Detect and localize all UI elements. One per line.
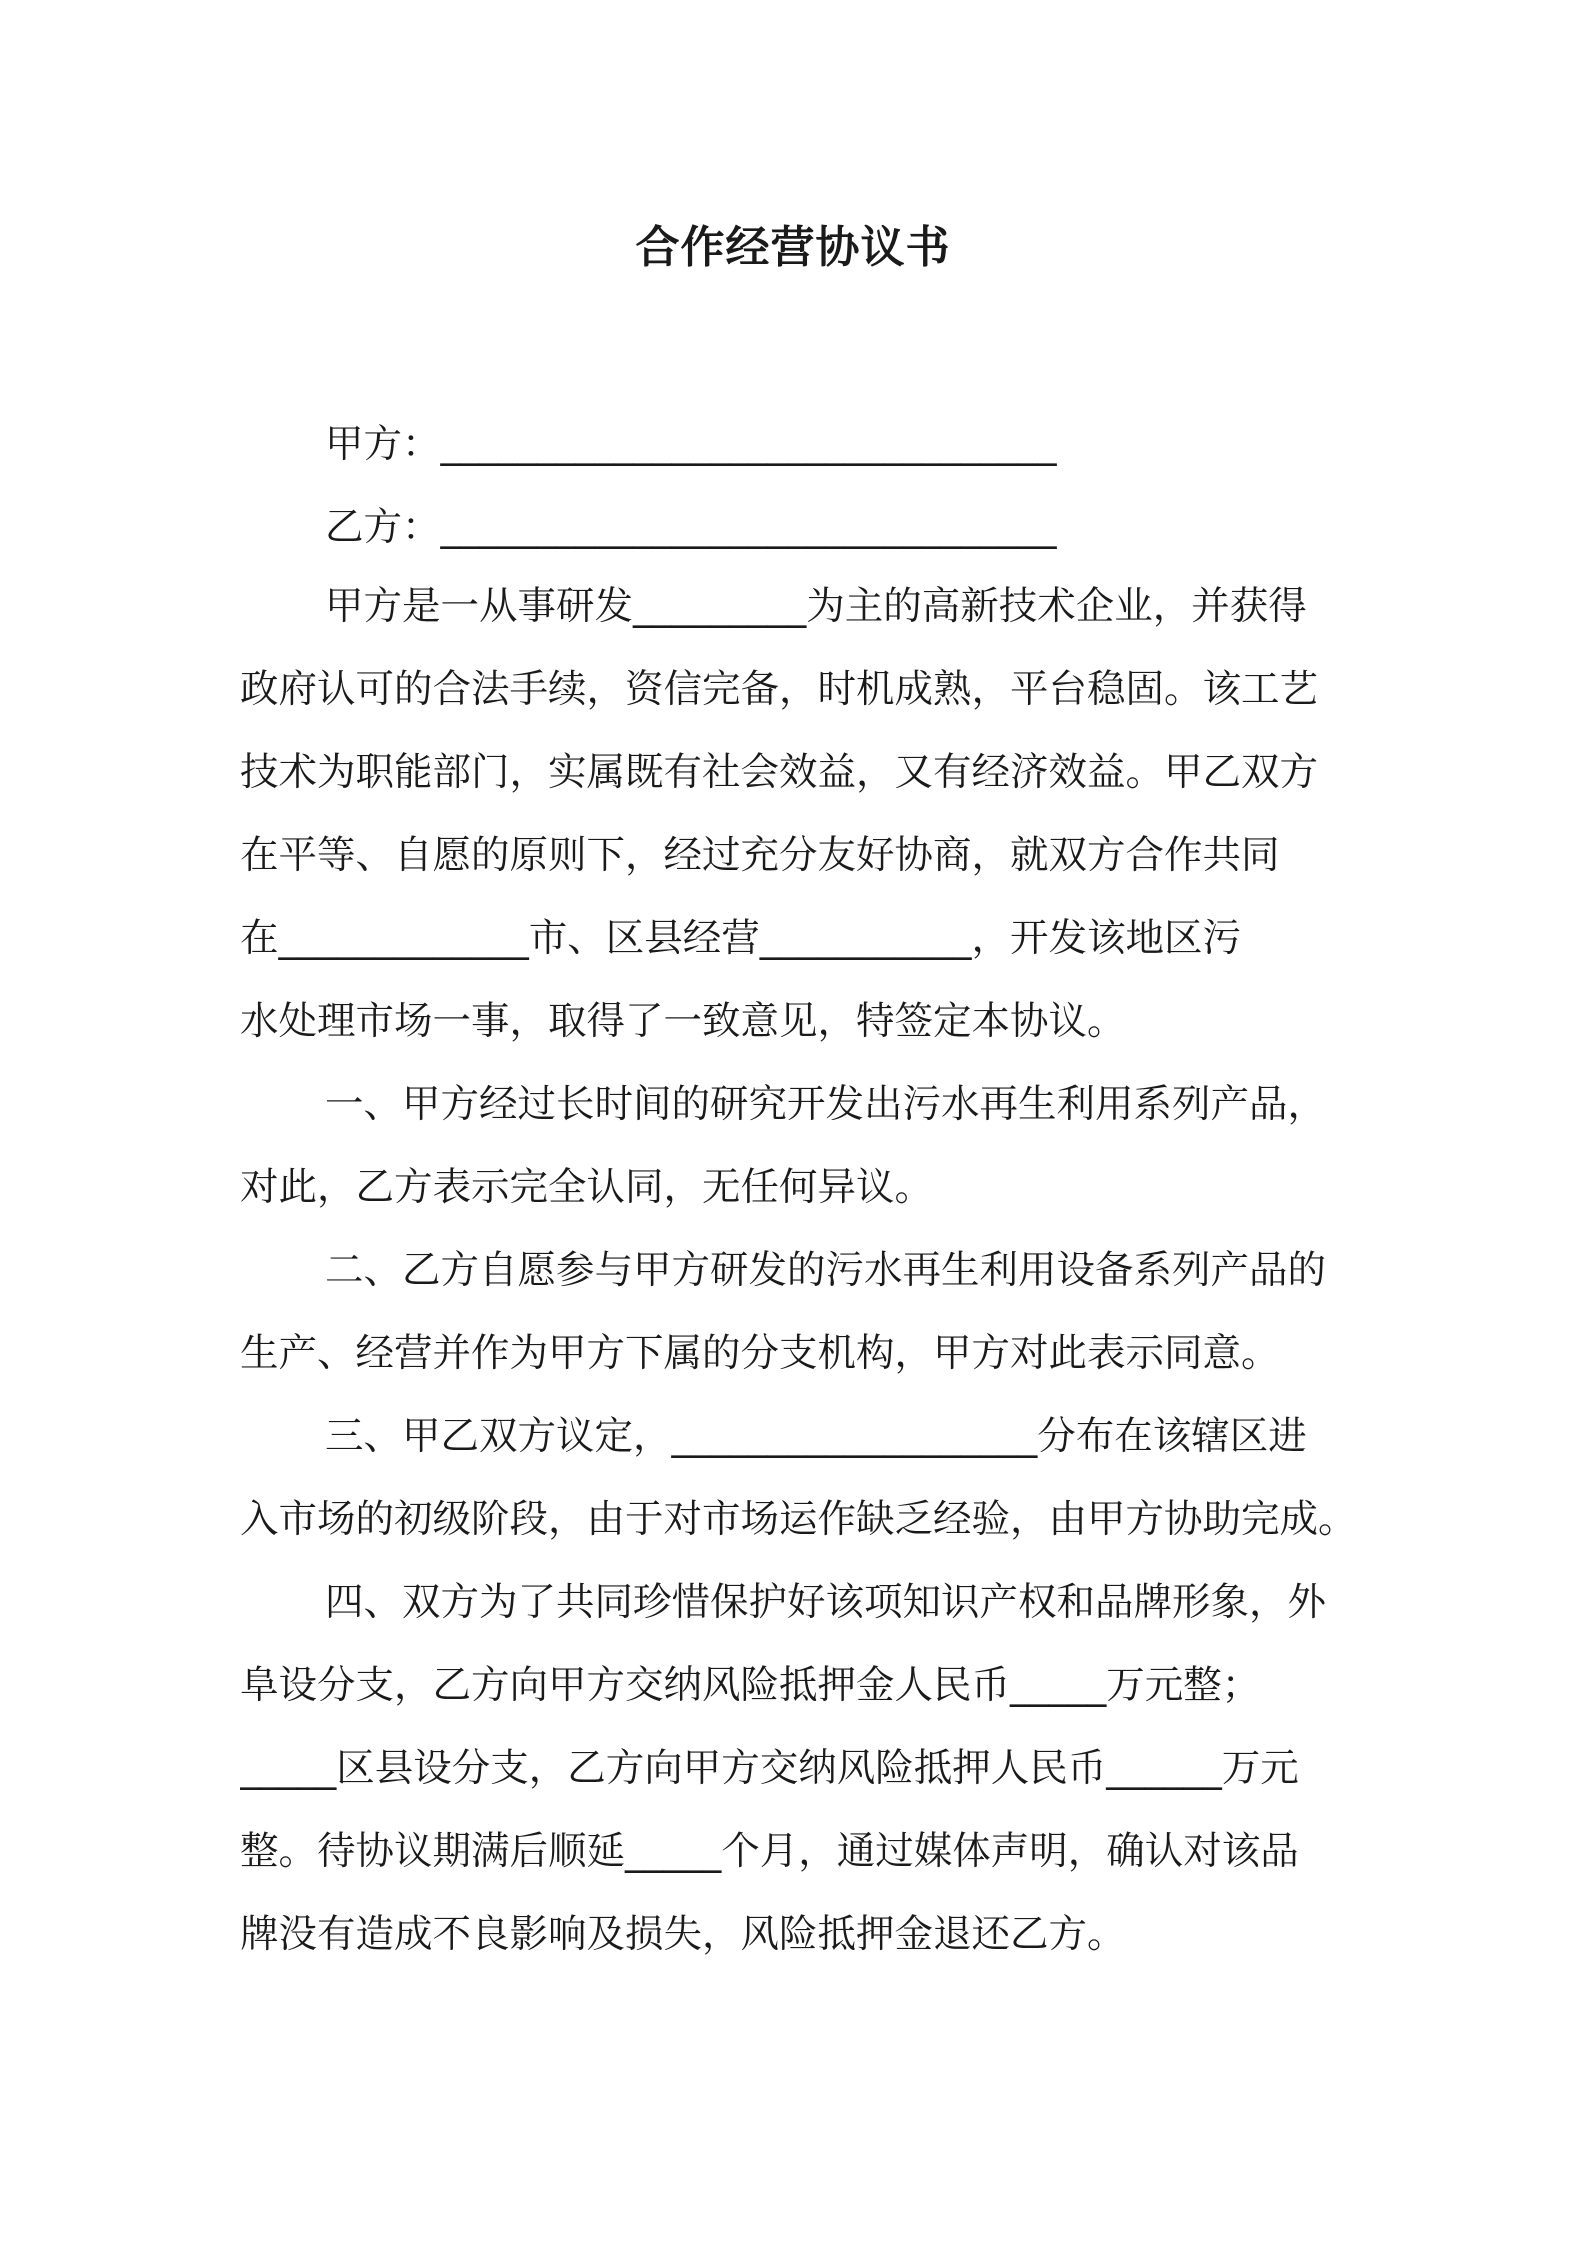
preamble-line-6: 水处理市场一事，取得了一致意见，特签定本协议。	[240, 999, 1126, 1044]
clause-3-line-1: 三、甲乙双方议定，___________________分布在该辖区进	[325, 1414, 1307, 1459]
party-b-line: 乙方：________________________________	[325, 505, 1057, 550]
clause-1-line-2: 对此，乙方表示完全认同，无任何异议。	[240, 1165, 934, 1210]
document-title: 合作经营协议书	[635, 222, 951, 273]
preamble-line-2: 政府认可的合法手续，资信完备，时机成熟，平台稳固。该工艺	[240, 667, 1319, 712]
clause-3-line-2: 入市场的初级阶段，由于对市场运作缺乏经验，由甲方协助完成。	[240, 1497, 1357, 1542]
clause-4-line-1: 四、双方为了共同珍惜保护好该项知识产权和品牌形象，外	[325, 1580, 1327, 1625]
clause-2-line-2: 生产、经营并作为甲方下属的分支机构，甲方对此表示同意。	[240, 1331, 1280, 1376]
clause-4-line-2: 阜设分支，乙方向甲方交纳风险抵押金人民币_____万元整；	[240, 1663, 1261, 1708]
preamble-line-4: 在平等、自愿的原则下，经过充分友好协商，就双方合作共同	[240, 833, 1280, 878]
preamble-line-3: 技术为职能部门，实属既有社会效益，又有经济效益。甲乙双方	[240, 750, 1319, 795]
clause-4-line-3: _____区县设分支，乙方向甲方交纳风险抵押人民币______万元	[240, 1746, 1299, 1791]
clause-1-line-1: 一、甲方经过长时间的研究开发出污水再生利用系列产品，	[325, 1082, 1327, 1127]
clause-2-line-1: 二、乙方自愿参与甲方研发的污水再生利用设备系列产品的	[325, 1248, 1327, 1293]
clause-4-line-5: 牌没有造成不良影响及损失，风险抵押金退还乙方。	[240, 1912, 1126, 1957]
preamble-line-5: 在_____________市、区县经营___________，开发该地区污	[240, 916, 1242, 961]
preamble-line-1: 甲方是一从事研发_________为主的高新技术企业，并获得	[325, 584, 1307, 629]
clause-4-line-4: 整。待协议期满后顺延_____个月，通过媒体声明，确认对该品	[240, 1829, 1299, 1874]
party-a-line: 甲方：________________________________	[325, 422, 1057, 467]
